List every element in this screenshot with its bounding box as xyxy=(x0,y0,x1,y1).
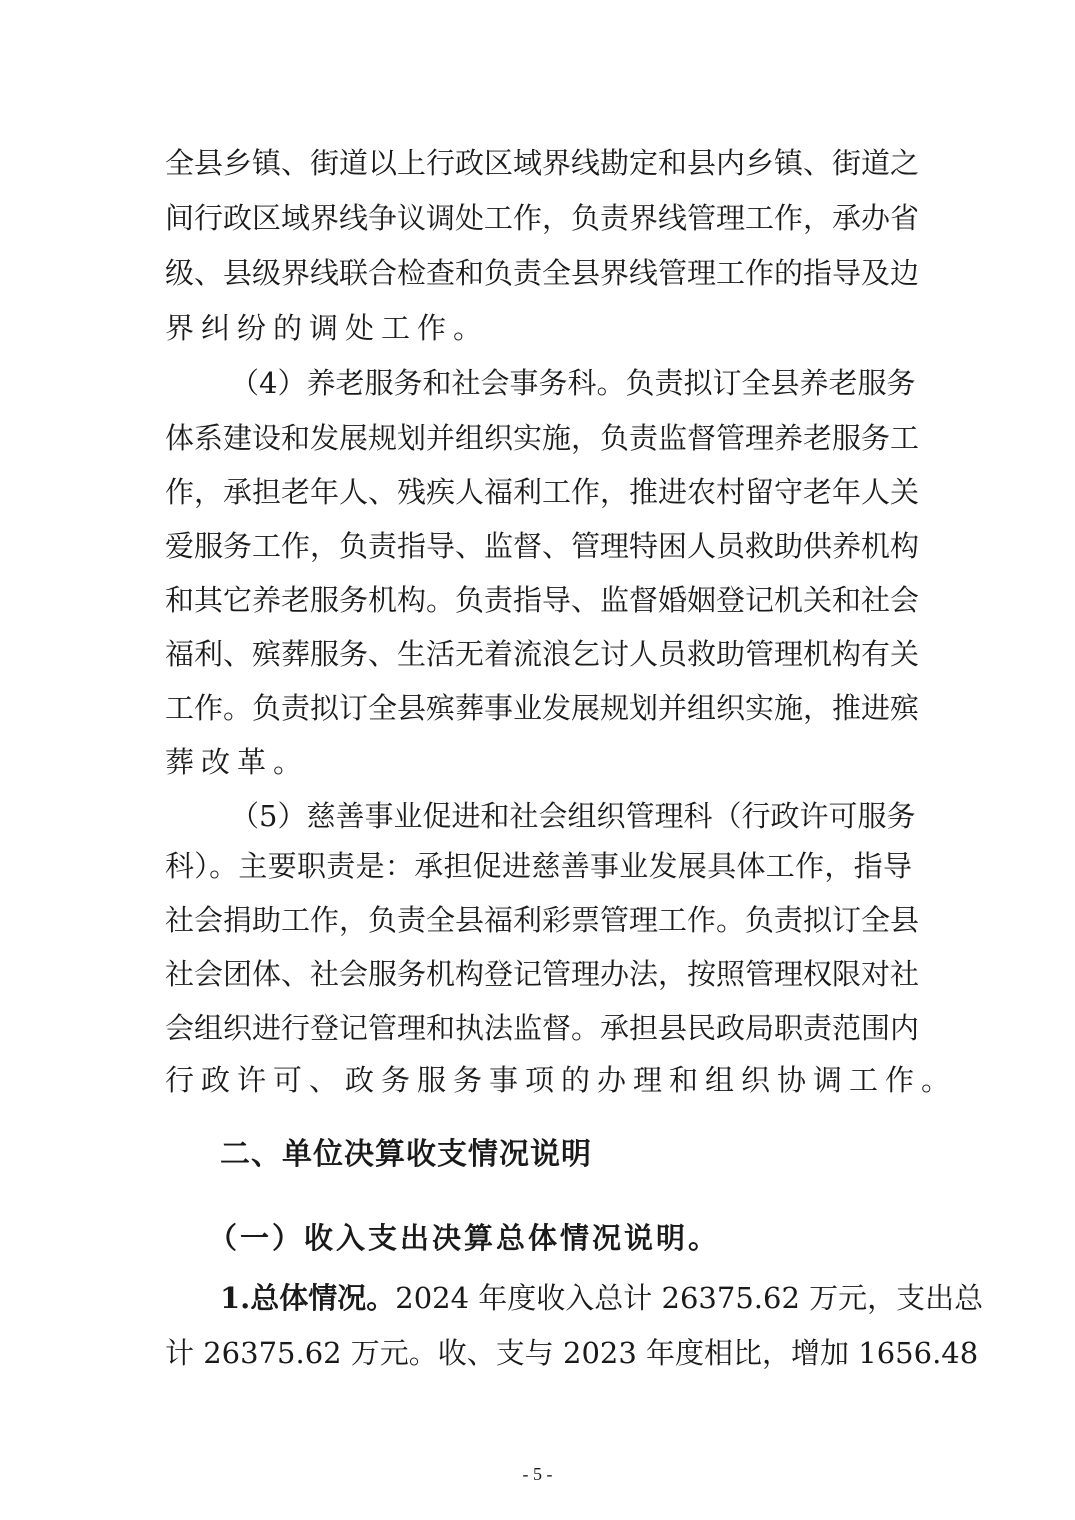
body-line: 福利、殡葬服务、生活无着流浪乞讨人员救助管理机构有关 xyxy=(165,637,920,671)
body-line: 界纠纷的调处工作。 xyxy=(165,311,490,345)
body-line: 作，承担老年人、残疾人福利工作，推进农村留守老年人关 xyxy=(165,475,920,509)
body-line: （5）慈善事业促进和社会组织管理科（行政许可服务 xyxy=(230,799,916,833)
body-line: 间行政区域界线争议调处工作，负责界线管理工作，承办省 xyxy=(165,201,920,235)
body-line: 体系建设和发展规划并组织实施，负责监督管理养老服务工 xyxy=(165,421,920,455)
section-heading: 二、单位决算收支情况说明 xyxy=(220,1137,592,1172)
body-line: 工作。负责拟订全县殡葬事业发展规划并组织实施，推进殡 xyxy=(165,691,920,725)
page-number: - 5 - xyxy=(522,1464,553,1484)
body-line: 科）。主要职责是：承担促进慈善事业发展具体工作，指导 xyxy=(165,849,912,883)
overall-text: 2024 年度收入总计 26375.62 万元，支出总 xyxy=(395,1281,984,1315)
subsection-heading: （一）收入支出决算总体情况说明。 xyxy=(208,1221,721,1255)
body-line: 爱服务工作，负责指导、监督、管理特困人员救助供养机构 xyxy=(165,529,920,563)
body-line: 行政许可、政务服务事项的办理和组织协调工作。 xyxy=(165,1063,958,1097)
body-line: 全县乡镇、街道以上行政区域界线勘定和县内乡镇、街道之 xyxy=(165,146,920,180)
overall-line-1 xyxy=(220,1280,984,1316)
body-line: 会组织进行登记管理和执法监督。承担县民政局职责范围内 xyxy=(165,1011,920,1045)
body-line: （4）养老服务和社会事务科。负责拟订全县养老服务 xyxy=(230,366,916,400)
body-line: 社会捐助工作，负责全县福利彩票管理工作。负责拟订全县 xyxy=(165,903,920,937)
body-line: 社会团体、社会服务机构登记管理办法，按照管理权限对社 xyxy=(165,957,920,991)
overall-label: 1.总体情况。 xyxy=(220,1281,396,1315)
body-line: 葬改革。 xyxy=(165,745,310,779)
overall-line-2: 计 26375.62 万元。收、支与 2023 年度相比，增加 1656.48 xyxy=(165,1336,979,1370)
body-line: 级、县级界线联合检查和负责全县界线管理工作的指导及边 xyxy=(165,256,920,290)
body-line: 和其它养老服务机构。负责指导、监督婚姻登记机关和社会 xyxy=(165,583,920,617)
